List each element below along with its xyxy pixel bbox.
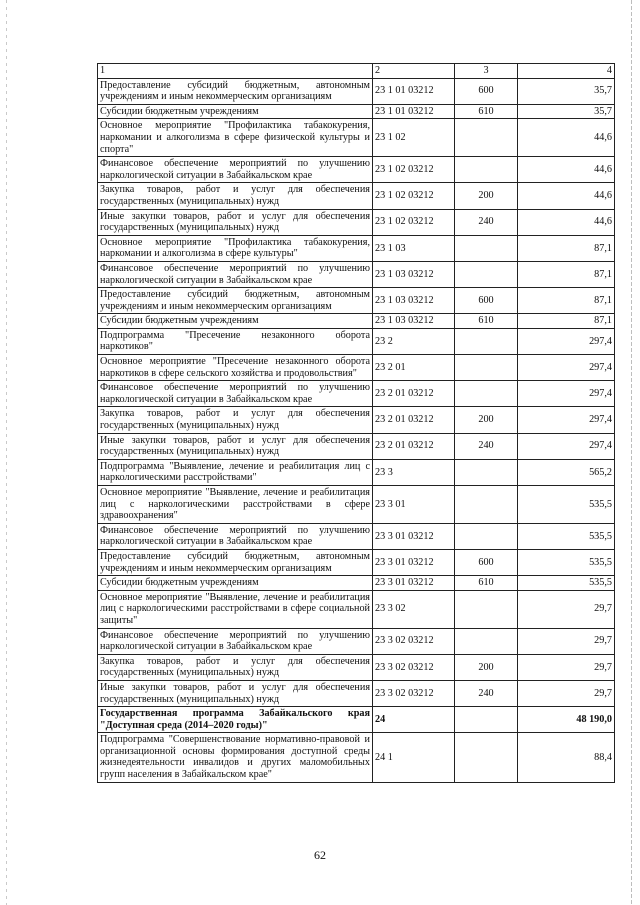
- column-header-3: 3: [455, 64, 518, 79]
- row-amount-cell: 87,1: [518, 288, 615, 314]
- row-code-cell: 23 2 01: [373, 355, 455, 381]
- table-row: [98, 288, 615, 314]
- page-number: 62: [314, 848, 326, 862]
- budget-table: [97, 63, 615, 783]
- row-type-cell: [455, 733, 518, 782]
- row-type-cell: [455, 590, 518, 628]
- column-header-2: 2: [373, 64, 455, 79]
- row-type-cell: [455, 235, 518, 261]
- table-row: [98, 157, 615, 183]
- table-row: [98, 407, 615, 433]
- table-row: [98, 209, 615, 235]
- row-name-cell: Подпрограмма "Совершенствование нормативно-правовой и организационной основы формирования доступной среды жизнедеятельности инвалидов и других маломобильных групп населения в Забайкальском крае": [98, 733, 373, 782]
- table-row: [98, 523, 615, 549]
- table-row: [98, 183, 615, 209]
- table-row: [98, 680, 615, 706]
- row-amount-cell: 29,7: [518, 628, 615, 654]
- row-amount-cell: 88,4: [518, 733, 615, 782]
- row-name-cell: Подпрограмма "Пресечение незаконного оборота наркотиков": [98, 328, 373, 354]
- row-amount-cell: 297,4: [518, 328, 615, 354]
- column-header-4: 4: [518, 64, 615, 79]
- row-type-cell: 240: [455, 680, 518, 706]
- row-amount-cell: 29,7: [518, 590, 615, 628]
- row-amount-cell: 48 190,0: [518, 707, 615, 733]
- row-code-cell: 23 2 01 03212: [373, 381, 455, 407]
- row-type-cell: 600: [455, 78, 518, 104]
- row-type-cell: [455, 523, 518, 549]
- row-type-cell: 600: [455, 549, 518, 575]
- row-code-cell: 23 3 01 03212: [373, 576, 455, 591]
- row-type-cell: [455, 628, 518, 654]
- table-row: [98, 628, 615, 654]
- row-name-cell: Основное мероприятие "Выявление, лечение и реабилитация лиц с наркологическими расстройствами в сфере здравоохранения": [98, 486, 373, 524]
- table-row: [98, 590, 615, 628]
- row-amount-cell: 297,4: [518, 407, 615, 433]
- row-name-cell: Закупка товаров, работ и услуг для обеспечения государственных (муниципальных) нужд: [98, 654, 373, 680]
- row-code-cell: 23 2: [373, 328, 455, 354]
- row-amount-cell: 29,7: [518, 654, 615, 680]
- row-amount-cell: 87,1: [518, 235, 615, 261]
- row-name-cell: Закупка товаров, работ и услуг для обеспечения государственных (муниципальных) нужд: [98, 183, 373, 209]
- table-row: [98, 433, 615, 459]
- row-name-cell: Финансовое обеспечение мероприятий по улучшению наркологической ситуации в Забайкальском крае: [98, 523, 373, 549]
- row-type-cell: 610: [455, 314, 518, 329]
- table-row: [98, 576, 615, 591]
- row-amount-cell: 565,2: [518, 459, 615, 485]
- row-code-cell: 23 3 02 03212: [373, 628, 455, 654]
- row-amount-cell: 44,6: [518, 119, 615, 157]
- row-code-cell: 23 3 02 03212: [373, 680, 455, 706]
- table-row: [98, 733, 615, 782]
- row-code-cell: 23 1 03 03212: [373, 288, 455, 314]
- row-type-cell: [455, 707, 518, 733]
- row-name-cell: Основное мероприятие "Пресечение незаконного оборота наркотиков в сфере сельского хозяйства и продовольствия": [98, 355, 373, 381]
- row-code-cell: 23 3: [373, 459, 455, 485]
- row-code-cell: 23 1 01 03212: [373, 78, 455, 104]
- row-amount-cell: 297,4: [518, 355, 615, 381]
- row-type-cell: [455, 328, 518, 354]
- row-amount-cell: 297,4: [518, 381, 615, 407]
- table-row: [98, 78, 615, 104]
- row-type-cell: 240: [455, 209, 518, 235]
- row-name-cell: Предоставление субсидий бюджетным, автономным учреждениям и иным некоммерческим организациям: [98, 549, 373, 575]
- table-row: [98, 314, 615, 329]
- row-amount-cell: 44,6: [518, 183, 615, 209]
- row-amount-cell: 535,5: [518, 523, 615, 549]
- row-code-cell: 24 1: [373, 733, 455, 782]
- row-type-cell: [455, 381, 518, 407]
- row-name-cell: Предоставление субсидий бюджетным, автономным учреждениям и иным некоммерческим организациям: [98, 78, 373, 104]
- row-name-cell: Финансовое обеспечение мероприятий по улучшению наркологической ситуации в Забайкальском крае: [98, 157, 373, 183]
- row-type-cell: [455, 261, 518, 287]
- table-row: [98, 549, 615, 575]
- table-row: [98, 261, 615, 287]
- row-name-cell: Закупка товаров, работ и услуг для обеспечения государственных (муниципальных) нужд: [98, 407, 373, 433]
- row-amount-cell: 29,7: [518, 680, 615, 706]
- table-header-row: [98, 64, 615, 79]
- row-type-cell: 600: [455, 288, 518, 314]
- table-body: [98, 78, 615, 782]
- row-amount-cell: 87,1: [518, 261, 615, 287]
- row-amount-cell: 87,1: [518, 314, 615, 329]
- row-code-cell: 23 3 02: [373, 590, 455, 628]
- table-row: [98, 355, 615, 381]
- row-name-cell: Финансовое обеспечение мероприятий по улучшению наркологической ситуации в Забайкальском крае: [98, 381, 373, 407]
- table-row: [98, 707, 615, 733]
- row-code-cell: 23 1 02 03212: [373, 209, 455, 235]
- row-type-cell: 200: [455, 183, 518, 209]
- row-code-cell: 23 3 02 03212: [373, 654, 455, 680]
- column-header-1: 1: [98, 64, 373, 79]
- row-type-cell: [455, 355, 518, 381]
- row-name-cell: Предоставление субсидий бюджетным, автономным учреждениям и иным некоммерческим организациям: [98, 288, 373, 314]
- row-type-cell: 200: [455, 407, 518, 433]
- table-row: [98, 486, 615, 524]
- row-name-cell: Государственная программа Забайкальского края "Доступная среда (2014–2020 годы)": [98, 707, 373, 733]
- row-type-cell: 610: [455, 576, 518, 591]
- row-code-cell: 23 3 01 03212: [373, 549, 455, 575]
- row-name-cell: Субсидии бюджетным учреждениям: [98, 104, 373, 119]
- row-code-cell: 23 3 01 03212: [373, 523, 455, 549]
- row-name-cell: Иные закупки товаров, работ и услуг для обеспечения государственных (муниципальных) нужд: [98, 209, 373, 235]
- row-amount-cell: 535,5: [518, 486, 615, 524]
- row-type-cell: [455, 459, 518, 485]
- row-name-cell: Субсидии бюджетным учреждениям: [98, 314, 373, 329]
- row-type-cell: [455, 157, 518, 183]
- row-type-cell: [455, 486, 518, 524]
- table-row: [98, 119, 615, 157]
- row-name-cell: Иные закупки товаров, работ и услуг для обеспечения государственных (муниципальных) нужд: [98, 433, 373, 459]
- row-type-cell: 240: [455, 433, 518, 459]
- table-row: [98, 381, 615, 407]
- row-code-cell: 23 1 03 03212: [373, 261, 455, 287]
- row-code-cell: 23 2 01 03212: [373, 407, 455, 433]
- row-amount-cell: 35,7: [518, 104, 615, 119]
- row-name-cell: Основное мероприятие "Профилактика табакокурения, наркомании и алкоголизма в сфере физической культуры и спорта": [98, 119, 373, 157]
- row-code-cell: 23 1 02: [373, 119, 455, 157]
- row-amount-cell: 535,5: [518, 549, 615, 575]
- row-amount-cell: 44,6: [518, 209, 615, 235]
- row-code-cell: 23 2 01 03212: [373, 433, 455, 459]
- row-amount-cell: 297,4: [518, 433, 615, 459]
- row-name-cell: Основное мероприятие "Профилактика табакокурения, наркомании и алкоголизма в сфере культуры": [98, 235, 373, 261]
- table-row: [98, 459, 615, 485]
- row-type-cell: 610: [455, 104, 518, 119]
- row-name-cell: Финансовое обеспечение мероприятий по улучшению наркологической ситуации в Забайкальском крае: [98, 261, 373, 287]
- row-type-cell: 200: [455, 654, 518, 680]
- table-row: [98, 104, 615, 119]
- row-name-cell: Субсидии бюджетным учреждениям: [98, 576, 373, 591]
- row-name-cell: Основное мероприятие "Выявление, лечение и реабилитация лиц с наркологическими расстройствами в сфере социальной защиты": [98, 590, 373, 628]
- row-name-cell: Подпрограмма "Выявление, лечение и реабилитация лиц с наркологическими расстройствами": [98, 459, 373, 485]
- row-name-cell: Финансовое обеспечение мероприятий по улучшению наркологической ситуации в Забайкальском крае: [98, 628, 373, 654]
- row-amount-cell: 535,5: [518, 576, 615, 591]
- row-code-cell: 24: [373, 707, 455, 733]
- row-name-cell: Иные закупки товаров, работ и услуг для обеспечения государственных (муниципальных) нужд: [98, 680, 373, 706]
- table-row: [98, 328, 615, 354]
- row-code-cell: 23 1 01 03212: [373, 104, 455, 119]
- row-code-cell: 23 1 02 03212: [373, 183, 455, 209]
- row-code-cell: 23 1 03 03212: [373, 314, 455, 329]
- scan-edge-left: [6, 0, 7, 905]
- row-code-cell: 23 1 03: [373, 235, 455, 261]
- row-code-cell: 23 1 02 03212: [373, 157, 455, 183]
- row-amount-cell: 35,7: [518, 78, 615, 104]
- row-code-cell: 23 3 01: [373, 486, 455, 524]
- table-row: [98, 654, 615, 680]
- row-type-cell: [455, 119, 518, 157]
- row-amount-cell: 44,6: [518, 157, 615, 183]
- table-row: [98, 235, 615, 261]
- scan-edge-right: [631, 0, 632, 905]
